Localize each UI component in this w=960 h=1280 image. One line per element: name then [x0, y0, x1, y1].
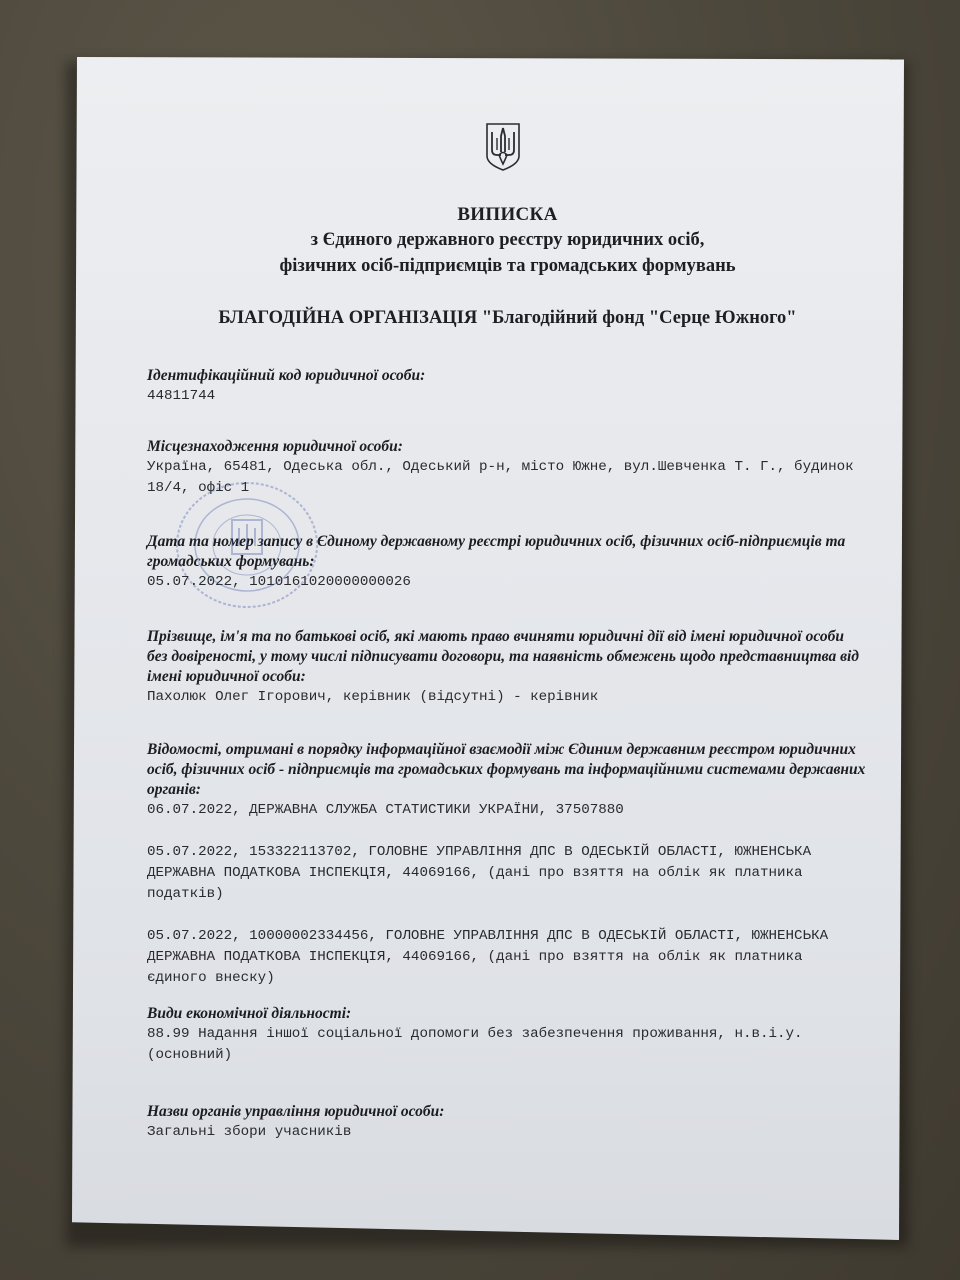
identification-code-value: 44811744	[147, 388, 216, 404]
organization-name: БЛАГОДІЙНА ОРГАНІЗАЦІЯ "Благодійний фонд "Серце Южного"	[218, 308, 797, 328]
ukraine-trident-coat-of-arms-icon	[485, 122, 521, 172]
section-interagency-info	[147, 740, 867, 989]
section-authorized-persons	[147, 627, 867, 708]
section-label: Відомості, отримані в порядку інформаційної взаємодії між Єдиним державним реєстром юридичних осіб, фізичних осіб - підприємців та громадських формувань та інформаційними системами державних органів:	[147, 741, 866, 798]
section-label: Ідентифікаційний код юридичної особи:	[147, 367, 426, 384]
interagency-record: 05.07.2022, 153322113702, ГОЛОВНЕ УПРАВЛІННЯ ДПС В ОДЕСЬКІЙ ОБЛАСТІ, ЮЖНЕНСЬКА ДЕРЖАВНА ПОДАТКОВА ІНСПЕКЦІЯ, 44069166, (дані про взяття на облік як платника податків)	[147, 844, 820, 902]
location-value: Україна, 65481, Одеська обл., Одеський р-н, місто Южне, вул.Шевченка Т. Г., будинок 18/4, офіс 1	[147, 459, 863, 496]
document-title-block	[150, 203, 865, 279]
interagency-record: 05.07.2022, 10000002334456, ГОЛОВНЕ УПРАВЛІННЯ ДПС В ОДЕСЬКІЙ ОБЛАСТІ, ЮЖНЕНСЬКА ДЕРЖАВНА ПОДАТКОВА ІНСПЕКЦІЯ, 44069166, (дані про взяття на облік як платника єдиного внеску)	[147, 928, 837, 986]
governing-body-value: Загальні збори учасників	[147, 1124, 352, 1140]
section-governing-bodies	[147, 1102, 867, 1143]
economic-activity-value: 88.99 Надання іншої соціальної допомоги без забезпечення проживання, н.в.і.у. (основний)	[147, 1026, 812, 1063]
document-subtitle-line2: фізичних осіб-підприємців та громадських формувань	[279, 256, 736, 276]
section-identification-code	[147, 366, 867, 407]
authorized-person-value: Пахолюк Олег Ігорович, керівник (відсутні) - керівник	[147, 689, 599, 705]
section-label: Прізвище, ім'я та по батькові осіб, які мають право вчиняти юридичні дії від імені юридичної особи без довіреності, у тому числі підписувати договори, та наявність обмежень щодо представництва від імені юридичної особи:	[147, 628, 859, 685]
section-label: Види економічної діяльності:	[147, 1005, 352, 1022]
registration-record-value: 05.07.2022, 1010161020000000026	[147, 574, 411, 590]
document-title: ВИПИСКА	[457, 204, 558, 225]
section-label: Назви органів управління юридичної особи:	[147, 1103, 445, 1120]
section-economic-activities	[147, 1004, 867, 1066]
official-round-stamp-icon	[172, 478, 322, 613]
section-label: Місцезнаходження юридичної особи:	[147, 438, 403, 455]
document-subtitle-line1: з Єдиного державного реєстру юридичних осіб,	[310, 230, 705, 250]
interagency-record: 06.07.2022, ДЕРЖАВНА СЛУЖБА СТАТИСТИКИ УКРАЇНИ, 37507880	[147, 802, 624, 818]
section-label: Дата та номер запису в Єдиному державному реєстрі юридичних осіб, фізичних осіб-підприємців та громадських формувань:	[147, 533, 846, 570]
